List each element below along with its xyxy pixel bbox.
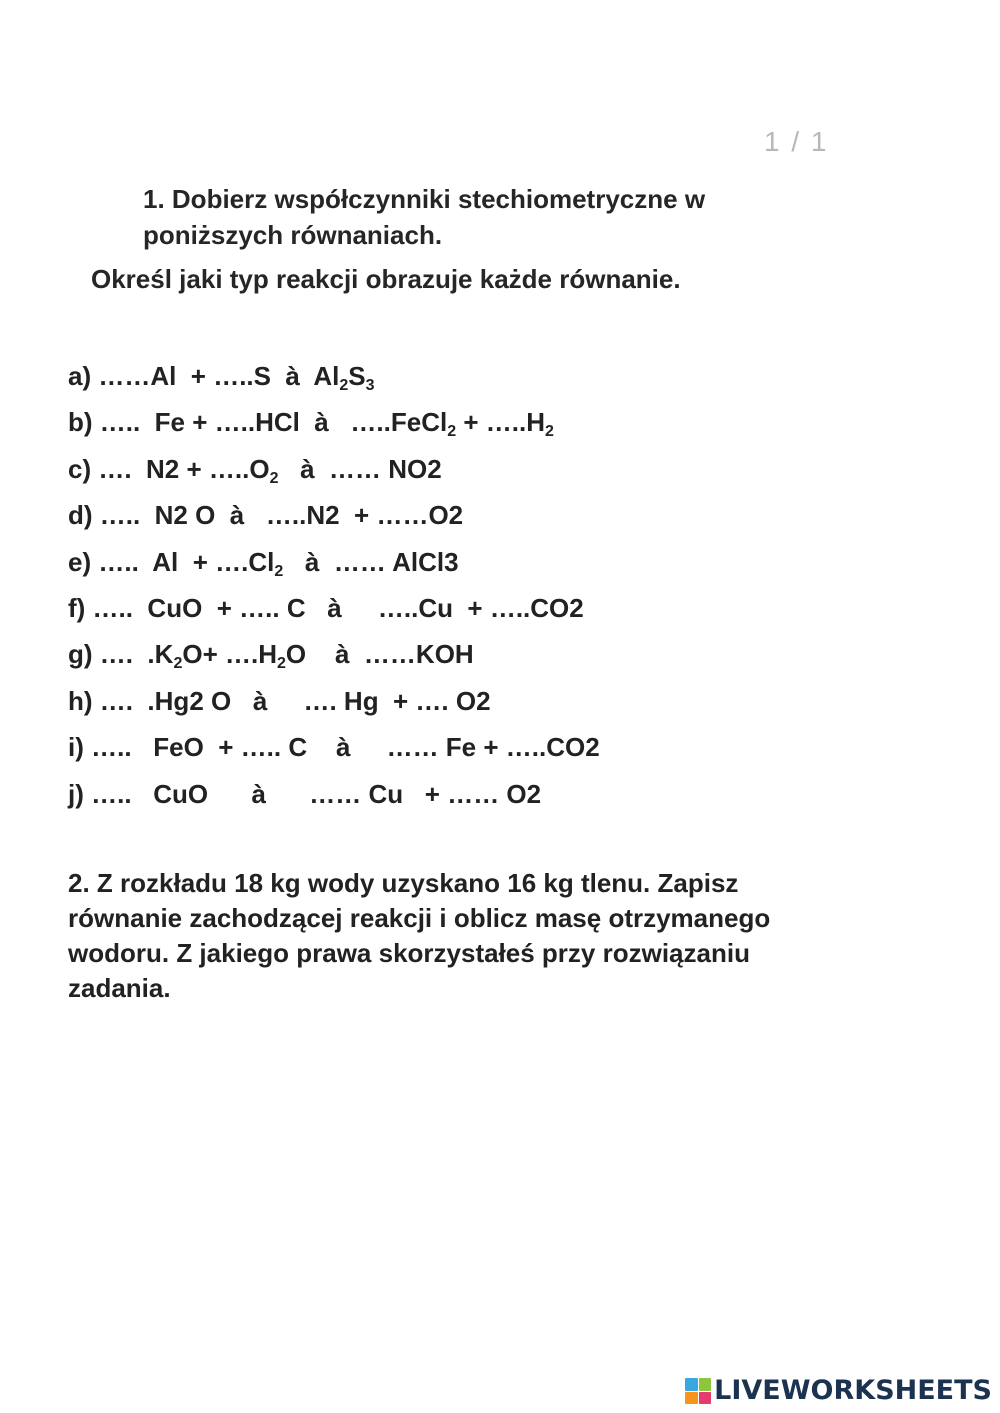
equation-list xyxy=(68,353,600,817)
task1-subtitle: Określ jaki typ reakcji obrazuje każde równanie. xyxy=(91,264,681,294)
equation-a: a) ……Al + …..S à $Al_2S_3$ xyxy=(68,361,375,394)
equation-d: d) ….. N2 O à …..N2 + ……O2 xyxy=(68,500,464,531)
task2-text: 2. Z rozkładu 18 kg wody uzyskano 16 kg tlenu. Zapisz równanie zachodzącej reakcji i oblicz masę otrzymanego wodoru. Z jakiego prawa skorzystałeś przy rozwiązaniu zadania. xyxy=(68,868,771,1003)
task1-title: 1. Dobierz współczynniki stechiometryczne w poniższych równaniach. xyxy=(143,184,706,250)
logo-square-orange xyxy=(685,1392,698,1405)
equation-j: j) ….. CuO à …… Cu + …… O2 xyxy=(68,778,542,809)
liveworksheets-logo-icon xyxy=(685,1378,711,1404)
equation-h: h) …. .Hg2 O à …. Hg + …. O2 xyxy=(68,685,491,716)
equation-f: f) ….. CuO + ….. C à …..Cu + …..CO2 xyxy=(68,592,584,623)
equation-b: b) ….. Fe + …..HCl à …..FeCl$_2$ + $\dots..H_2$ xyxy=(68,407,554,441)
equation-g: g) …. $.K_2O+$ $\dots.H_2O$ à ……KOH xyxy=(68,639,474,673)
logo-square-blue xyxy=(685,1378,698,1391)
equation-c: c) …. $N2 + \dots..O_2$ à …… NO2 xyxy=(68,453,442,487)
liveworksheets-logo-text: LIVEWORKSHEETS xyxy=(714,1375,992,1406)
logo-square-pink xyxy=(699,1392,712,1405)
equation-i: i) ….. FeO + ….. C à …… Fe + …..CO2 xyxy=(68,732,600,763)
equation-e: e) ….. $Al + \dots.Cl_2$ à …… AlCl3 xyxy=(68,546,459,580)
liveworksheets-logo[interactable] xyxy=(685,1376,992,1406)
logo-square-green xyxy=(699,1378,712,1391)
page-counter: 1 / 1 xyxy=(764,126,829,157)
